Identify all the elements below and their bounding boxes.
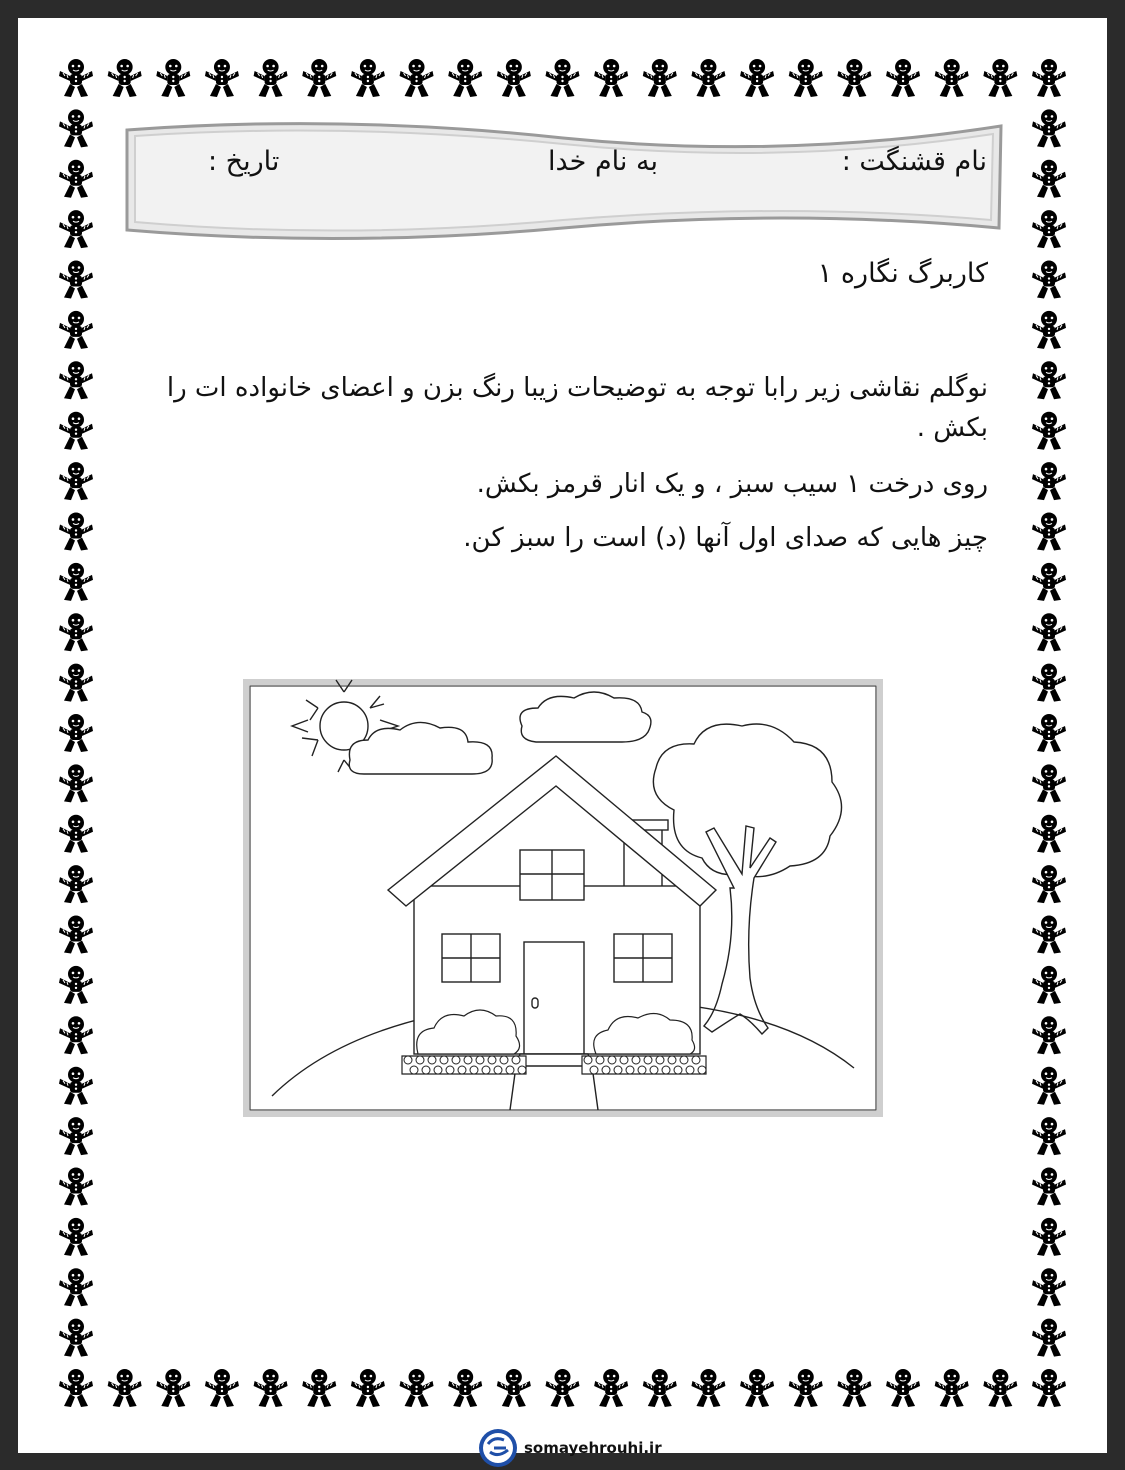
gingerbread-man-icon xyxy=(254,59,288,97)
gingerbread-man-icon xyxy=(1032,311,1066,349)
flower-icon xyxy=(584,1056,592,1064)
gingerbread-man-icon xyxy=(108,1369,142,1407)
gingerbread-man-icon xyxy=(886,59,920,97)
flower-icon xyxy=(596,1056,604,1064)
gingerbread-man-icon xyxy=(1032,1067,1066,1105)
flower-icon xyxy=(500,1056,508,1064)
gingerbread-man-icon xyxy=(1032,1117,1066,1155)
gingerbread-man-icon xyxy=(594,59,628,97)
gingerbread-man-icon xyxy=(1032,815,1066,853)
gingerbread-man-icon xyxy=(59,1117,93,1155)
gingerbread-man-icon xyxy=(59,916,93,954)
gingerbread-man-icon xyxy=(1032,664,1066,702)
website-url: somayehrouhi.ir xyxy=(524,1439,662,1457)
gingerbread-man-icon xyxy=(1032,714,1066,752)
gingerbread-man-icon xyxy=(59,1218,93,1256)
gingerbread-man-icon xyxy=(448,1369,482,1407)
flower-icon xyxy=(698,1066,706,1074)
gingerbread-man-icon xyxy=(59,1016,93,1054)
gingerbread-man-icon xyxy=(59,865,93,903)
flower-icon xyxy=(626,1066,634,1074)
gingerbread-man-icon xyxy=(546,1369,580,1407)
gingerbread-man-icon xyxy=(1032,462,1066,500)
flower-icon xyxy=(470,1066,478,1074)
flower-icon xyxy=(638,1066,646,1074)
flower-icon xyxy=(434,1066,442,1074)
flower-icon xyxy=(428,1056,436,1064)
gingerbread-man-icon xyxy=(59,59,93,97)
gingerbread-man-icon xyxy=(59,563,93,601)
flower-icon xyxy=(602,1066,610,1074)
gingerbread-man-icon xyxy=(156,59,190,97)
gingerbread-man-icon xyxy=(691,59,725,97)
gingerbread-man-icon xyxy=(59,664,93,702)
gingerbread-man-icon xyxy=(59,1319,93,1357)
flower-icon xyxy=(410,1066,418,1074)
gingerbread-man-icon xyxy=(59,311,93,349)
gingerbread-man-icon xyxy=(400,1369,434,1407)
gingerbread-man-icon xyxy=(59,714,93,752)
flower-icon xyxy=(614,1066,622,1074)
gingerbread-man-icon xyxy=(205,1369,239,1407)
flower-icon xyxy=(518,1066,526,1074)
gingerbread-man-icon xyxy=(59,512,93,550)
flower-icon xyxy=(620,1056,628,1064)
gingerbread-man-icon xyxy=(837,1369,871,1407)
gingerbread-man-icon xyxy=(497,1369,531,1407)
gingerbread-man-icon xyxy=(497,59,531,97)
gingerbread-man-icon xyxy=(1032,916,1066,954)
gingerbread-man-icon xyxy=(302,1369,336,1407)
gingerbread-man-icon xyxy=(351,59,385,97)
gingerbread-man-icon xyxy=(59,462,93,500)
gingerbread-man-icon xyxy=(59,1167,93,1205)
flower-icon xyxy=(446,1066,454,1074)
gingerbread-man-icon xyxy=(156,1369,190,1407)
flower-icon xyxy=(506,1066,514,1074)
flower-icon xyxy=(422,1066,430,1074)
flower-icon xyxy=(692,1056,700,1064)
flower-icon xyxy=(650,1066,658,1074)
flower-icon xyxy=(452,1056,460,1064)
gingerbread-man-icon xyxy=(59,1268,93,1306)
date-label: تاریخ : xyxy=(208,146,280,177)
gingerbread-man-icon xyxy=(59,1067,93,1105)
instruction-line-3: چیز هایی که صدای اول آنها (د) است را سبز کن. xyxy=(463,523,988,553)
gingerbread-man-icon xyxy=(983,1369,1017,1407)
gingerbread-man-icon xyxy=(59,210,93,248)
worksheet-title: کاربرگ نگاره ۱ xyxy=(817,258,988,289)
gingerbread-man-icon xyxy=(1032,1319,1066,1357)
bismillah-text: به نام خدا xyxy=(548,146,658,177)
gingerbread-man-icon xyxy=(59,1369,93,1407)
gingerbread-man-icon xyxy=(1032,210,1066,248)
instruction-line-1: نوگلم نقاشی زیر رابا توجه به توضیحات زیبا رنگ بزن و اعضای خانواده ات را بکش . xyxy=(166,373,988,443)
gingerbread-man-icon xyxy=(740,1369,774,1407)
gingerbread-man-icon xyxy=(1032,512,1066,550)
gingerbread-man-icon xyxy=(1032,1268,1066,1306)
gingerbread-man-icon xyxy=(59,764,93,802)
gingerbread-man-icon xyxy=(1032,412,1066,450)
flower-icon xyxy=(482,1066,490,1074)
gingerbread-man-icon xyxy=(691,1369,725,1407)
flower-icon xyxy=(686,1066,694,1074)
gingerbread-man-icon xyxy=(1032,966,1066,1004)
gingerbread-man-icon xyxy=(448,59,482,97)
gingerbread-man-icon xyxy=(351,1369,385,1407)
flower-icon xyxy=(464,1056,472,1064)
flower-icon xyxy=(608,1056,616,1064)
gingerbread-man-icon xyxy=(1032,261,1066,299)
gingerbread-man-icon xyxy=(886,1369,920,1407)
gingerbread-man-icon xyxy=(546,59,580,97)
gingerbread-man-icon xyxy=(643,59,677,97)
flower-icon xyxy=(674,1066,682,1074)
house-coloring-picture xyxy=(242,678,884,1118)
flower-icon xyxy=(668,1056,676,1064)
gingerbread-man-icon xyxy=(1032,1167,1066,1205)
gingerbread-man-icon xyxy=(59,966,93,1004)
flower-icon xyxy=(662,1066,670,1074)
gingerbread-man-icon xyxy=(935,59,969,97)
gingerbread-man-icon xyxy=(59,412,93,450)
gingerbread-man-icon xyxy=(1032,865,1066,903)
flower-icon xyxy=(656,1056,664,1064)
flower-icon xyxy=(476,1056,484,1064)
gingerbread-man-icon xyxy=(59,815,93,853)
header-banner xyxy=(123,116,1005,244)
gingerbread-man-icon xyxy=(59,361,93,399)
gingerbread-man-icon xyxy=(935,1369,969,1407)
instruction-line-2: روی درخت ۱ سیب سبز ، و یک انار قرمز بکش. xyxy=(476,469,988,499)
gingerbread-man-icon xyxy=(643,1369,677,1407)
gingerbread-man-icon xyxy=(1032,109,1066,147)
student-name-label: نام قشنگت : xyxy=(841,146,987,177)
gingerbread-man-icon xyxy=(108,59,142,97)
gingerbread-man-icon xyxy=(1032,1369,1066,1407)
flower-icon xyxy=(644,1056,652,1064)
flower-icon xyxy=(440,1056,448,1064)
flower-icon xyxy=(416,1056,424,1064)
gingerbread-man-icon xyxy=(254,1369,288,1407)
flower-icon xyxy=(488,1056,496,1064)
gingerbread-man-icon xyxy=(983,59,1017,97)
worksheet-page xyxy=(18,18,1107,1457)
gingerbread-man-icon xyxy=(837,59,871,97)
gingerbread-man-icon xyxy=(789,59,823,97)
flower-icon xyxy=(494,1066,502,1074)
flower-icon xyxy=(458,1066,466,1074)
gingerbread-man-icon xyxy=(1032,563,1066,601)
gingerbread-man-icon xyxy=(59,109,93,147)
gingerbread-man-icon xyxy=(594,1369,628,1407)
gingerbread-man-icon xyxy=(1032,361,1066,399)
gingerbread-man-icon xyxy=(789,1369,823,1407)
gingerbread-man-icon xyxy=(59,160,93,198)
gingerbread-man-icon xyxy=(1032,1218,1066,1256)
gingerbread-man-icon xyxy=(59,261,93,299)
flower-icon xyxy=(590,1066,598,1074)
gingerbread-man-icon xyxy=(205,59,239,97)
brand-logo-icon xyxy=(478,1428,518,1468)
gingerbread-man-icon xyxy=(302,59,336,97)
gingerbread-man-icon xyxy=(1032,764,1066,802)
flower-icon xyxy=(680,1056,688,1064)
gingerbread-man-icon xyxy=(740,59,774,97)
gingerbread-man-icon xyxy=(400,59,434,97)
flower-icon xyxy=(512,1056,520,1064)
gingerbread-man-icon xyxy=(59,613,93,651)
gingerbread-man-icon xyxy=(1032,1016,1066,1054)
flower-icon xyxy=(404,1056,412,1064)
footer-branding xyxy=(478,1426,662,1470)
gingerbread-man-icon xyxy=(1032,59,1066,97)
gingerbread-man-icon xyxy=(1032,160,1066,198)
flower-icon xyxy=(632,1056,640,1064)
gingerbread-man-icon xyxy=(1032,613,1066,651)
